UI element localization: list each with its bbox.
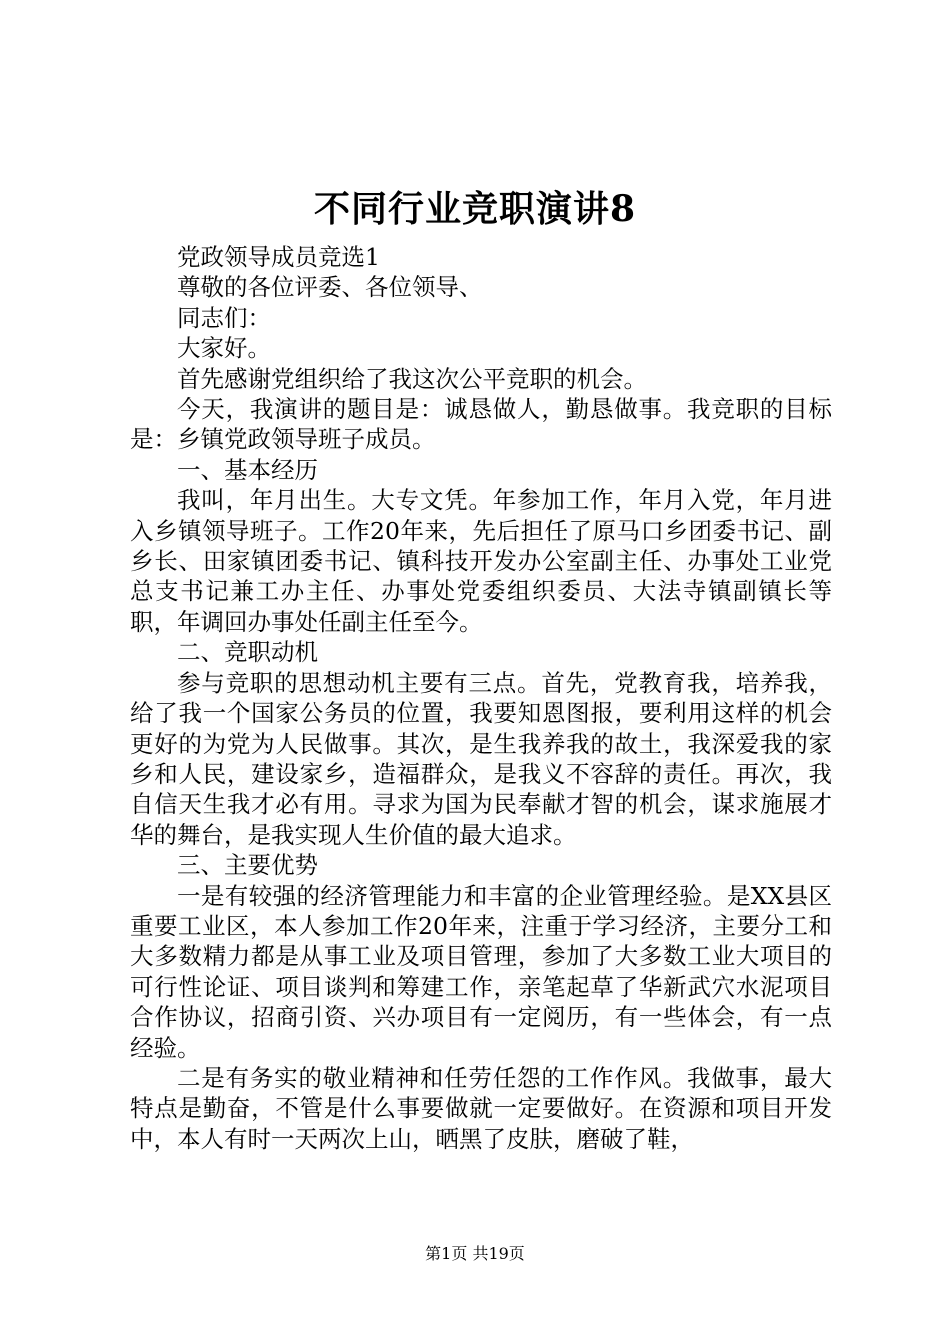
paragraph-salutation: 尊敬的各位评委、各位领导、 — [177, 273, 483, 302]
document-body — [130, 242, 832, 1154]
paragraph-advantage-two: 二是有务实的敬业精神和任劳任怨的工作作风。我做事，最大特点是勤奋，不管是什么事要做就一定要做好。在资源和项目开发中，本人有时一天两次上山，晒黑了皮肤，磨破了鞋， — [130, 1063, 832, 1153]
paragraph-advantage-one: 一是有较强的经济管理能力和丰富的企业管理经验。是XX县区重要工业区，本人参加工作20年来，注重于学习经济，主要分工和大多数精力都是从事工业及项目管理，参加了大多数工业大项目的可行性论证、项目谈判和筹建工作，亲笔起草了华新武穴水泥项目合作协议，招商引资、兴办项目有一定阅历，有一些体会，有一点经验。 — [130, 881, 832, 1062]
paragraph-experience: 我叫，年月出生。大专文凭。年参加工作，年月入党，年月进入乡镇领导班子。工作20年来，先后担任了原马口乡团委书记、副乡长、田家镇团委书记、镇科技开发办公室副主任、办事处工业党总支书记兼工办主任、办事处党委组织委员、大法寺镇副镇长等职，年调回办事处任副主任至今。 — [130, 486, 832, 636]
section-heading-motivation: 二、竞职动机 — [177, 638, 318, 667]
document-title: 不同行业竞职演讲8 — [313, 188, 637, 230]
paragraph-topic: 今天，我演讲的题目是：诚恳做人，勤恳做事。我竞职的目标是：乡镇党政领导班子成员。 — [130, 395, 832, 454]
paragraph-greeting: 大家好。 — [177, 334, 271, 363]
section-heading-advantages: 三、主要优势 — [177, 851, 318, 880]
section-heading-experience: 一、基本经历 — [177, 455, 318, 484]
paragraph-motivation: 参与竞职的思想动机主要有三点。首先，党教育我，培养我，给了我一个国家公务员的位置，我要知恩图报，要利用这样的机会更好的为党为人民做事。其次，是生我养我的故土，我深爱我的家乡和人民，建设家乡，造福群众，是我义不容辞的责任。再次，我自信天生我才必有用。寻求为国为民奉献才智的机会，谋求施展才华的舞台，是我实现人生价值的最大追求。 — [130, 668, 832, 849]
page-number-footer: 第1页 共19页 — [425, 1244, 525, 1263]
paragraph-salutation-comrades: 同志们： — [177, 303, 271, 332]
paragraph-thanks: 首先感谢党组织给了我这次公平竞职的机会。 — [177, 364, 647, 393]
paragraph-subtitle: 党政领导成员竞选1 — [177, 243, 380, 271]
